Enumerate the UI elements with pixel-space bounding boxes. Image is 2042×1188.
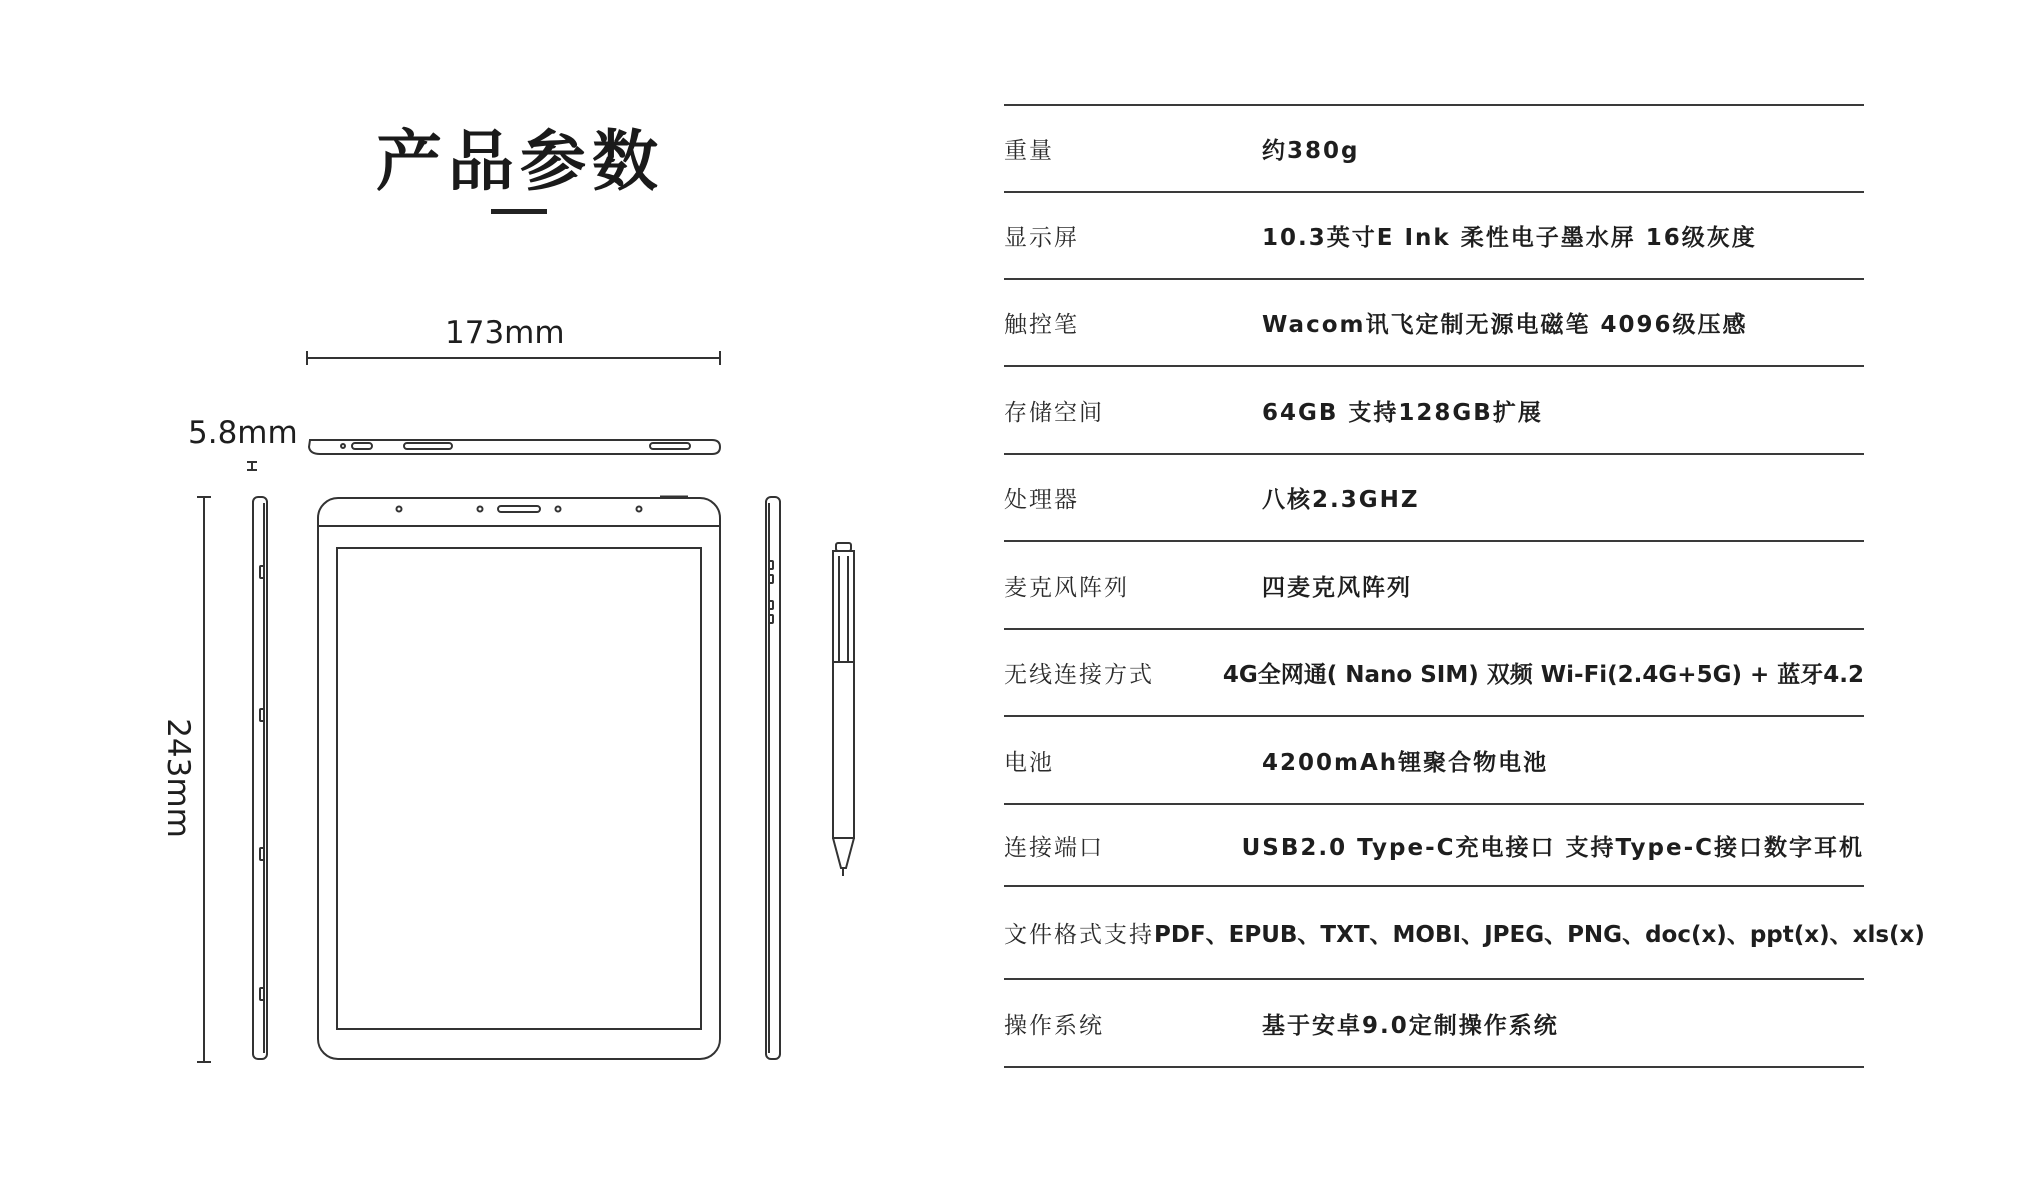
spec-value: 四麦克风阵列 (1262, 574, 1412, 601)
spec-value: USB2.0 Type-C充电接口 支持Type-C接口数字耳机 (1241, 834, 1864, 861)
stylus-pen (833, 543, 854, 876)
spec-value: 约380g (1262, 138, 1360, 164)
height-dimension-label: 243mm (160, 718, 196, 838)
spec-row-file-formats (1004, 887, 1925, 980)
spec-value: 基于安卓9.0定制操作系统 (1262, 1012, 1559, 1039)
spec-label: 显示屏 (1004, 225, 1079, 251)
spec-label: 文件格式支持 (1004, 922, 1154, 948)
spec-row-processor (1004, 455, 1864, 542)
spec-row-battery (1004, 717, 1864, 805)
spec-value: 八核2.3GHZ (1262, 487, 1420, 513)
spec-row-wireless (1004, 630, 1864, 717)
tablet-top-edge-view (309, 440, 720, 454)
spec-row-ports (1004, 805, 1864, 887)
spec-value: 10.3英寸E Ink 柔性电子墨水屏 16级灰度 (1262, 225, 1757, 251)
spec-value: 4200mAh锂聚合物电池 (1262, 749, 1549, 776)
thickness-dimension-label: 5.8mm (188, 415, 298, 451)
tablet-front-view (318, 497, 720, 1059)
spec-label: 操作系统 (1004, 1012, 1104, 1039)
spec-value: 4G全网通( Nano SIM) 双频 Wi-Fi(2.4G+5G) + 蓝牙4.2 (1222, 662, 1864, 688)
spec-label: 麦克风阵列 (1004, 574, 1129, 601)
spec-row-microphone-array (1004, 542, 1864, 630)
spec-row-display (1004, 193, 1864, 280)
spec-table (1004, 104, 1925, 1068)
spec-label: 无线连接方式 (1004, 662, 1154, 688)
spec-value: 64GB 支持128GB扩展 (1262, 399, 1543, 426)
page-title: 产品参数 (376, 123, 664, 200)
spec-row-stylus (1004, 280, 1864, 367)
tablet-left-side-profile (253, 497, 267, 1059)
spec-label: 存储空间 (1004, 399, 1104, 426)
spec-label: 处理器 (1004, 487, 1079, 513)
height-dimension-line (197, 497, 211, 1062)
thickness-dimension-marker (247, 462, 257, 470)
title-underline (491, 209, 547, 214)
spec-label: 电池 (1004, 749, 1054, 776)
spec-label: 连接端口 (1004, 834, 1104, 861)
spec-label: 触控笔 (1004, 312, 1079, 338)
spec-row-storage (1004, 367, 1864, 455)
width-dimension-line (307, 351, 720, 365)
tablet-right-side-profile (766, 497, 780, 1059)
spec-label: 重量 (1004, 138, 1054, 164)
width-dimension-label: 173mm (445, 315, 565, 351)
spec-row-operating-system (1004, 980, 1864, 1068)
spec-row-weight (1004, 106, 1864, 193)
spec-value: Wacom讯飞定制无源电磁笔 4096级压感 (1262, 312, 1748, 338)
spec-value: PDF、EPUB、TXT、MOBI、JPEG、PNG、doc(x)、ppt(x)、xls(x) (1154, 922, 1925, 948)
